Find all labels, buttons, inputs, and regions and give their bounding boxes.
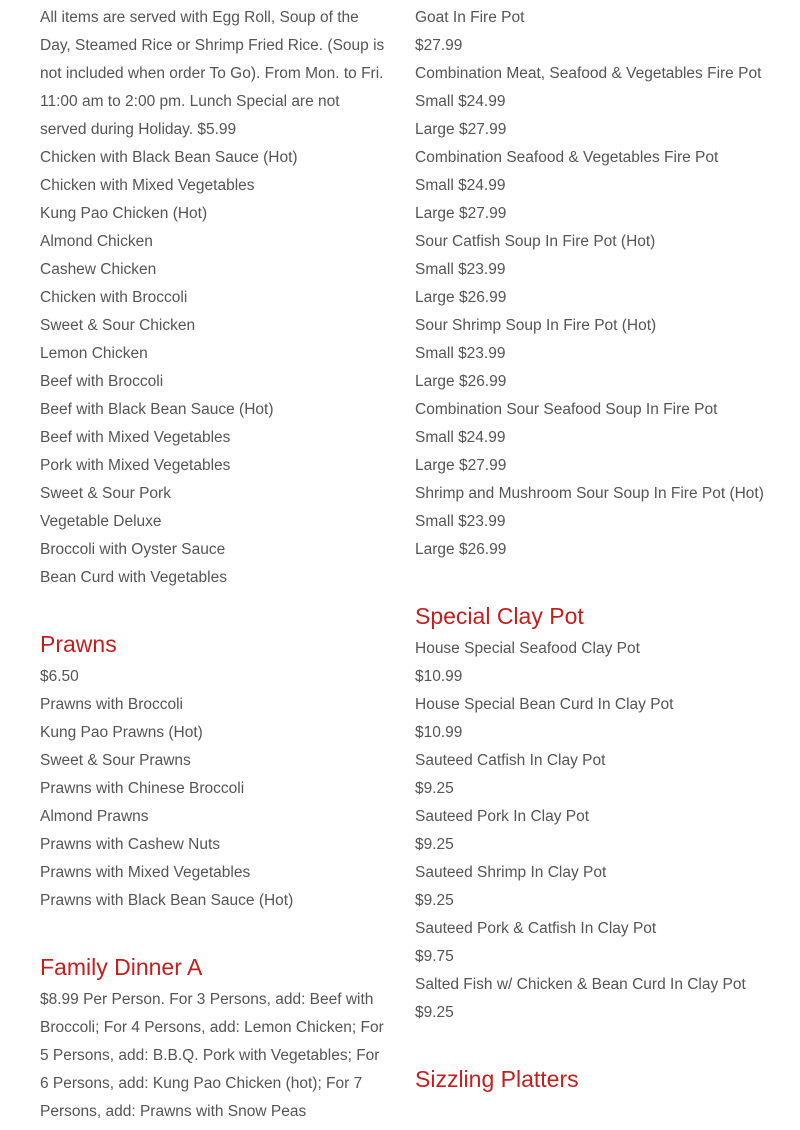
prawns-item: Prawns with Cashew Nuts <box>40 836 221 853</box>
clay-pot-line: $9.25 <box>415 1004 454 1021</box>
sizzling-platters-heading: Sizzling Platters <box>415 1066 579 1092</box>
lunch-item: Broccoli with Oyster Sauce <box>40 541 226 558</box>
family-dinner-a-text: $8.99 Per Person. For 3 Persons, add: Beef with Broccoli; For 4 Persons, add: Lemon Chicken; For 5 Persons, add: B.B.Q. Pork with Vegetables; For 6 Persons, add: Kung Pao Chicken (hot); For 7 Persons, add: Prawns with Snow Peas <box>40 991 384 1120</box>
fire-pot-line: Sour Shrimp Soup In Fire Pot (Hot) <box>415 317 657 334</box>
fire-pot-line: Small $24.99 <box>415 429 506 446</box>
left-column <box>40 4 390 1126</box>
fire-pot-line: Small $23.99 <box>415 345 506 362</box>
lunch-item: Chicken with Mixed Vegetables <box>40 177 255 194</box>
lunch-item: Beef with Black Bean Sauce (Hot) <box>40 401 274 418</box>
fire-pot-line: Large $27.99 <box>415 121 507 138</box>
prawns-item: Kung Pao Prawns (Hot) <box>40 724 203 741</box>
sizzling-platters-section <box>415 1065 765 1093</box>
fire-pot-line: Large $27.99 <box>415 205 507 222</box>
family-dinner-a-heading: Family Dinner A <box>40 954 203 980</box>
clay-pot-line: Sauteed Pork In Clay Pot <box>415 808 590 825</box>
lunch-item: Cashew Chicken <box>40 261 157 278</box>
special-clay-pot-section <box>415 602 765 1027</box>
lunch-item: Beef with Mixed Vegetables <box>40 429 231 446</box>
clay-pot-line: Sauteed Catfish In Clay Pot <box>415 752 606 769</box>
fire-pot-line: Combination Seafood & Vegetables Fire Pot <box>415 149 719 166</box>
prawns-heading: Prawns <box>40 631 117 657</box>
lunch-special-intro: All items are served with Egg Roll, Soup of the Day, Steamed Rice or Shrimp Fried Rice. (Soup is not included when order To Go). From Mon. to Fri. 11:00 am to 2:00 pm. Lunch Special are not served during Holiday. $5.99 <box>40 9 385 138</box>
fire-pot-line: Small $24.99 <box>415 93 506 110</box>
lunch-item: Lemon Chicken <box>40 345 148 362</box>
clay-pot-line: Sauteed Pork & Catfish In Clay Pot <box>415 920 657 937</box>
prawns-price: $6.50 <box>40 668 79 685</box>
fire-pot-line: Combination Meat, Seafood & Vegetables Fire Pot <box>415 65 762 82</box>
prawns-item: Sweet & Sour Prawns <box>40 752 191 769</box>
clay-pot-line: House Special Seafood Clay Pot <box>415 640 640 657</box>
prawns-item: Prawns with Broccoli <box>40 696 183 713</box>
lunch-item: Beef with Broccoli <box>40 373 164 390</box>
fire-pot-line: Large $27.99 <box>415 457 507 474</box>
lunch-item: Pork with Mixed Vegetables <box>40 457 231 474</box>
special-clay-pot-heading: Special Clay Pot <box>415 603 584 629</box>
lunch-item: Bean Curd with Vegetables <box>40 569 227 586</box>
lunch-special-section <box>40 4 390 592</box>
right-column <box>415 4 765 1098</box>
lunch-item: Sweet & Sour Pork <box>40 485 171 502</box>
clay-pot-line: $9.75 <box>415 948 454 965</box>
clay-pot-line: House Special Bean Curd In Clay Pot <box>415 696 674 713</box>
fire-pot-line: Large $26.99 <box>415 373 507 390</box>
prawns-section <box>40 630 390 915</box>
prawns-item: Almond Prawns <box>40 808 149 825</box>
clay-pot-line: $10.99 <box>415 724 463 741</box>
fire-pot-line: Large $26.99 <box>415 289 507 306</box>
fire-pot-line: Small $24.99 <box>415 177 506 194</box>
prawns-item: Prawns with Mixed Vegetables <box>40 864 251 881</box>
prawns-item: Prawns with Black Bean Sauce (Hot) <box>40 892 294 909</box>
lunch-item: Kung Pao Chicken (Hot) <box>40 205 208 222</box>
fire-pot-line: Combination Sour Seafood Soup In Fire Pot <box>415 401 718 418</box>
fire-pot-line: Goat In Fire Pot <box>415 9 525 26</box>
fire-pot-section <box>415 4 765 564</box>
prawns-item: Prawns with Chinese Broccoli <box>40 780 245 797</box>
family-dinner-a-section <box>40 953 390 1126</box>
clay-pot-line: Sauteed Shrimp In Clay Pot <box>415 864 607 881</box>
lunch-item: Chicken with Broccoli <box>40 289 188 306</box>
lunch-item: Almond Chicken <box>40 233 153 250</box>
lunch-item: Chicken with Black Bean Sauce (Hot) <box>40 149 298 166</box>
clay-pot-line: $9.25 <box>415 780 454 797</box>
clay-pot-line: Salted Fish w/ Chicken & Bean Curd In Clay Pot <box>415 976 746 993</box>
lunch-item: Vegetable Deluxe <box>40 513 162 530</box>
fire-pot-line: Small $23.99 <box>415 513 506 530</box>
lunch-item: Sweet & Sour Chicken <box>40 317 196 334</box>
clay-pot-line: $9.25 <box>415 836 454 853</box>
fire-pot-line: Sour Catfish Soup In Fire Pot (Hot) <box>415 233 656 250</box>
fire-pot-line: Small $23.99 <box>415 261 506 278</box>
fire-pot-line: Large $26.99 <box>415 541 507 558</box>
clay-pot-line: $10.99 <box>415 668 463 685</box>
clay-pot-line: $9.25 <box>415 892 454 909</box>
fire-pot-line: $27.99 <box>415 37 463 54</box>
fire-pot-line: Shrimp and Mushroom Sour Soup In Fire Pot (Hot) <box>415 485 764 502</box>
